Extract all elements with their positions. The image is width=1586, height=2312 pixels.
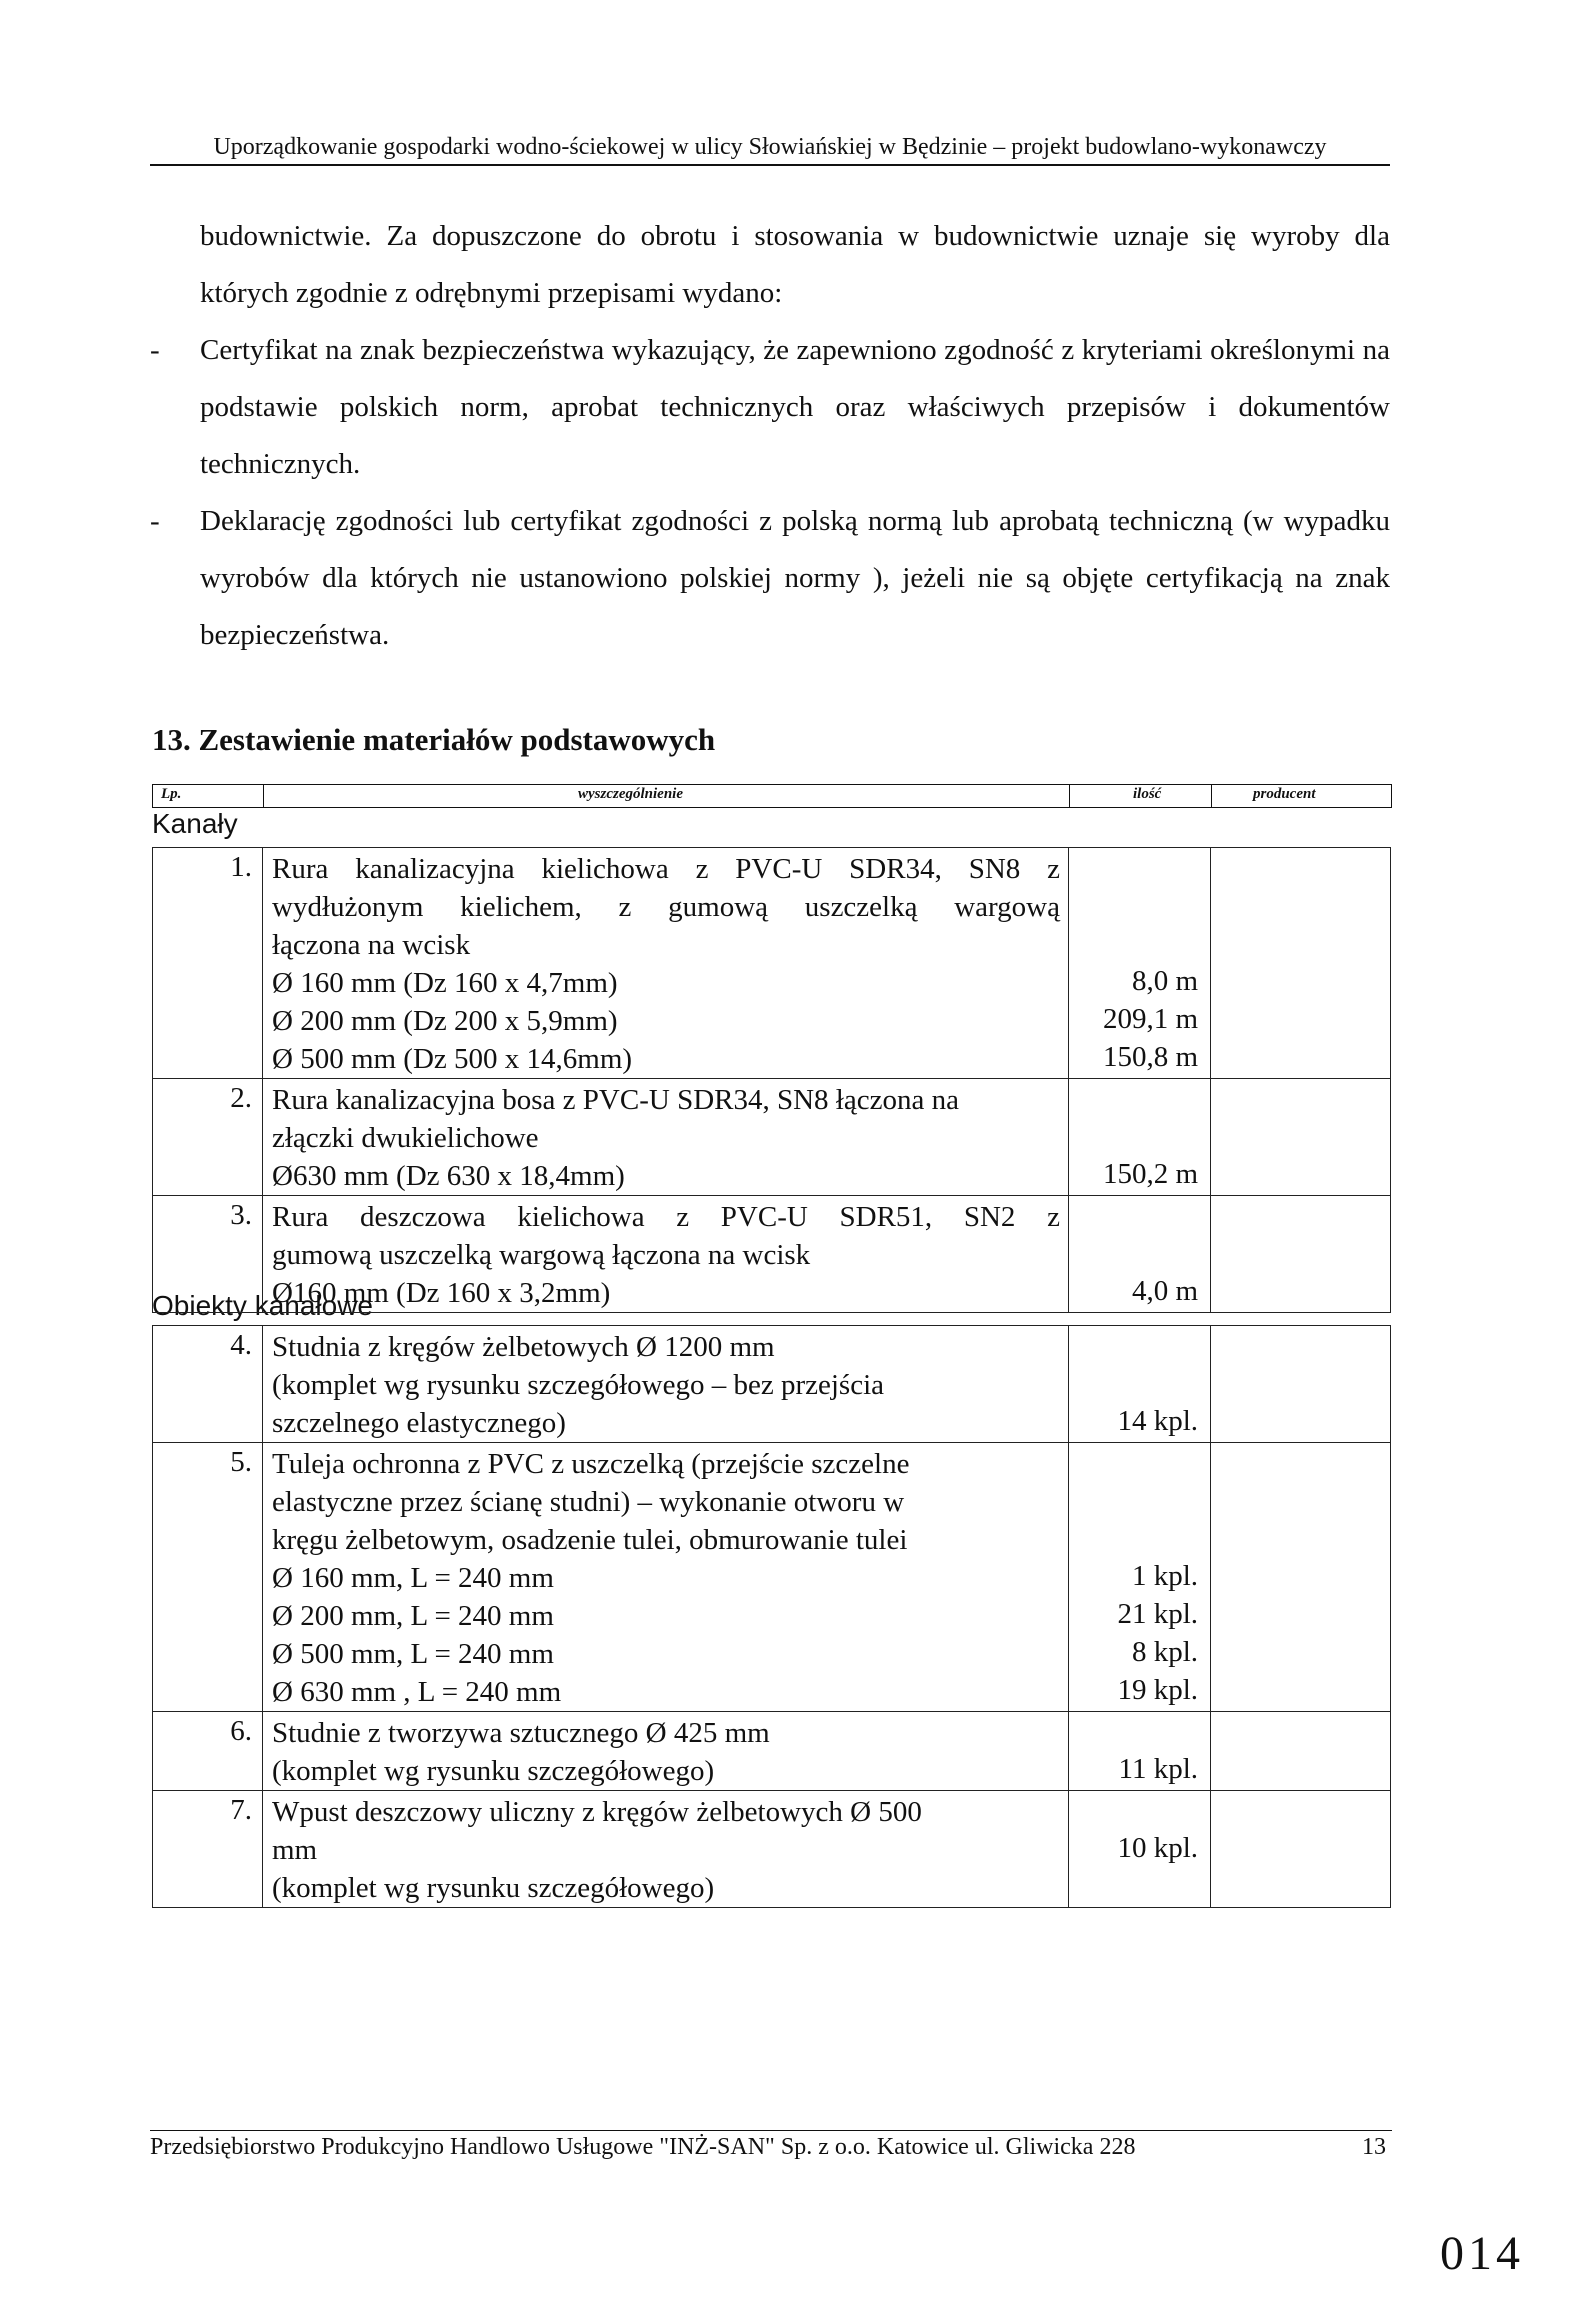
row-description: [263, 1443, 1069, 1712]
row-producer: [1211, 848, 1391, 1079]
row-description: [263, 1079, 1069, 1196]
table-row: [153, 1791, 1391, 1908]
item-quantity: [1069, 1867, 1198, 1905]
row-description: [263, 848, 1069, 1079]
table-row: [153, 1196, 1391, 1313]
description-line: Studnie z tworzywa sztucznego Ø 425 mm: [272, 1717, 770, 1749]
item-quantity: 10 kpl.: [1117, 1832, 1198, 1864]
row-quantity: [1069, 1196, 1211, 1313]
table-row: [153, 1712, 1391, 1791]
row-number: 1.: [153, 848, 263, 1079]
row-number: 2.: [153, 1079, 263, 1196]
item-spec: (komplet wg rysunku szczegółowego): [272, 1755, 715, 1787]
row-number: 6.: [153, 1712, 263, 1791]
footer-company: Przedsiębiorstwo Produkcyjno Handlowo Usługowe "INŻ-SAN" Sp. z o.o. Katowice ul. Gliwicka 228: [150, 2134, 1136, 2160]
item-spec: Ø 160 mm (Dz 160 x 4,7mm): [272, 967, 618, 999]
description-line: Rura deszczowa kielichowa z PVC-U SDR51, SN2 z: [272, 1201, 1060, 1233]
row-producer: [1211, 1326, 1391, 1443]
description-line: (komplet wg rysunku szczegółowego – bez przejścia: [272, 1369, 885, 1401]
item-quantity: 4,0 m: [1131, 1275, 1198, 1307]
description-line: elastyczne przez ścianę studni) – wykonanie otworu w: [272, 1486, 905, 1518]
item-spec: Ø630 mm (Dz 630 x 18,4mm): [272, 1160, 625, 1192]
row-producer: [1211, 1079, 1391, 1196]
bullet-item: [150, 493, 1390, 664]
item-quantity: 209,1 m: [1102, 1003, 1198, 1035]
description-line: łączona na wcisk: [272, 929, 471, 961]
row-number: 7.: [153, 1791, 263, 1908]
item-spec: Ø 160 mm, L = 240 mm: [272, 1562, 554, 1594]
item-quantity: 150,8 m: [1102, 1041, 1198, 1073]
item-spec: mm: [272, 1834, 318, 1866]
item-quantity: 14 kpl.: [1117, 1405, 1198, 1437]
col-header-desc: wyszczególnienie: [578, 786, 683, 802]
table-row: [153, 1443, 1391, 1712]
row-quantity: [1069, 1791, 1211, 1908]
item-spec: Ø160 mm (Dz 160 x 3,2mm): [272, 1277, 611, 1309]
bullet-item: [150, 322, 1390, 493]
item-spec: Ø 630 mm , L = 240 mm: [272, 1676, 562, 1708]
row-description: [263, 1712, 1069, 1791]
intro-paragraph: budownictwie. Za dopuszczone do obrotu i stosowania w budownictwie uznaje się wyroby dla których zgodnie z odrębnymi przepisami wydano:: [200, 220, 1390, 309]
item-spec: Ø 500 mm (Dz 500 x 14,6mm): [272, 1043, 633, 1075]
bullet-dash: -: [150, 505, 160, 537]
description-line: wydłużonym kielichem, z gumową uszczelką wargową: [272, 891, 1060, 923]
materials-table: [152, 847, 1391, 1313]
description-line: kręgu żelbetowym, osadzenie tulei, obmurowanie tulei: [272, 1524, 908, 1556]
row-quantity: [1069, 1326, 1211, 1443]
description-line: Wpust deszczowy uliczny z kręgów żelbetowych Ø 500: [272, 1796, 922, 1828]
row-quantity: [1069, 1712, 1211, 1791]
row-producer: [1211, 1443, 1391, 1712]
item-spec: Ø 200 mm (Dz 200 x 5,9mm): [272, 1005, 618, 1037]
page-number: 13: [1362, 2134, 1386, 2160]
description-line: gumową uszczelką wargową łączona na wcisk: [272, 1239, 811, 1271]
row-description: [263, 1196, 1069, 1313]
item-quantity: 1 kpl.: [1131, 1560, 1198, 1592]
page-stamp: 014: [1440, 2227, 1524, 2280]
item-spec: (komplet wg rysunku szczegółowego): [272, 1872, 715, 1904]
description-line: Rura kanalizacyjna bosa z PVC-U SDR34, SN8 łączona na: [272, 1084, 959, 1116]
section-title: 13. Zestawienie materiałów podstawowych: [152, 722, 716, 757]
item-quantity: 150,2 m: [1102, 1158, 1198, 1190]
table-row: [153, 1326, 1391, 1443]
group-label: Kanały: [152, 808, 238, 839]
row-producer: [1211, 1712, 1391, 1791]
page-header: Uporządkowanie gospodarki wodno-ściekowej w ulicy Słowiańskiej w Będzinie – projekt budowlano-wykonawczy: [150, 134, 1390, 166]
col-header-qty: ilość: [1133, 786, 1162, 802]
description-line: złączki dwukielichowe: [272, 1122, 539, 1154]
bullet-text: Certyfikat na znak bezpieczeństwa wykazujący, że zapewniono zgodność z kryteriami określonymi na podstawie polskich norm, aprobat technicznych oraz właściwych przepisów i dokumentów technicznych.: [200, 334, 1390, 480]
row-producer: [1211, 1196, 1391, 1313]
item-quantity: 21 kpl.: [1117, 1598, 1198, 1630]
item-spec: Ø 200 mm, L = 240 mm: [272, 1600, 554, 1632]
row-quantity: [1069, 1443, 1211, 1712]
item-quantity: 8 kpl.: [1131, 1636, 1198, 1668]
row-producer: [1211, 1791, 1391, 1908]
description-line: Tuleja ochronna z PVC z uszczelką (przejście szczelne: [272, 1448, 910, 1480]
row-quantity: [1069, 1079, 1211, 1196]
description-line: Rura kanalizacyjna kielichowa z PVC-U SDR34, SN8 z: [272, 853, 1060, 885]
row-quantity: [1069, 848, 1211, 1079]
row-number: 5.: [153, 1443, 263, 1712]
bullet-dash: -: [150, 334, 160, 366]
item-spec: Ø 500 mm, L = 240 mm: [272, 1638, 554, 1670]
page-footer: [150, 2130, 1392, 2161]
materials-table: [152, 1325, 1391, 1908]
item-quantity: 8,0 m: [1131, 965, 1198, 997]
col-header-producer: producent: [1253, 786, 1316, 802]
bullet-text: Deklarację zgodności lub certyfikat zgodności z polską normą lub aprobatą techniczną (w wypadku wyrobów dla których nie ustanowiono polskiej normy ), jeżeli nie są objęte certyfikacją na znak bezpieczeństwa.: [200, 505, 1390, 651]
item-spec: szczelnego elastycznego): [272, 1407, 566, 1439]
item-quantity: 19 kpl.: [1117, 1674, 1198, 1706]
table-row: [153, 848, 1391, 1079]
table-row: [153, 1079, 1391, 1196]
item-quantity: 11 kpl.: [1118, 1753, 1198, 1785]
description-line: Studnia z kręgów żelbetowych Ø 1200 mm: [272, 1331, 775, 1363]
group-label: Obiekty kanałowe: [152, 1290, 374, 1321]
row-description: [263, 1326, 1069, 1443]
col-header-lp: Lp.: [161, 786, 182, 802]
row-number: 4.: [153, 1326, 263, 1443]
row-number: 3.: [153, 1196, 263, 1313]
table-header: [152, 784, 1392, 808]
row-description: [263, 1791, 1069, 1908]
